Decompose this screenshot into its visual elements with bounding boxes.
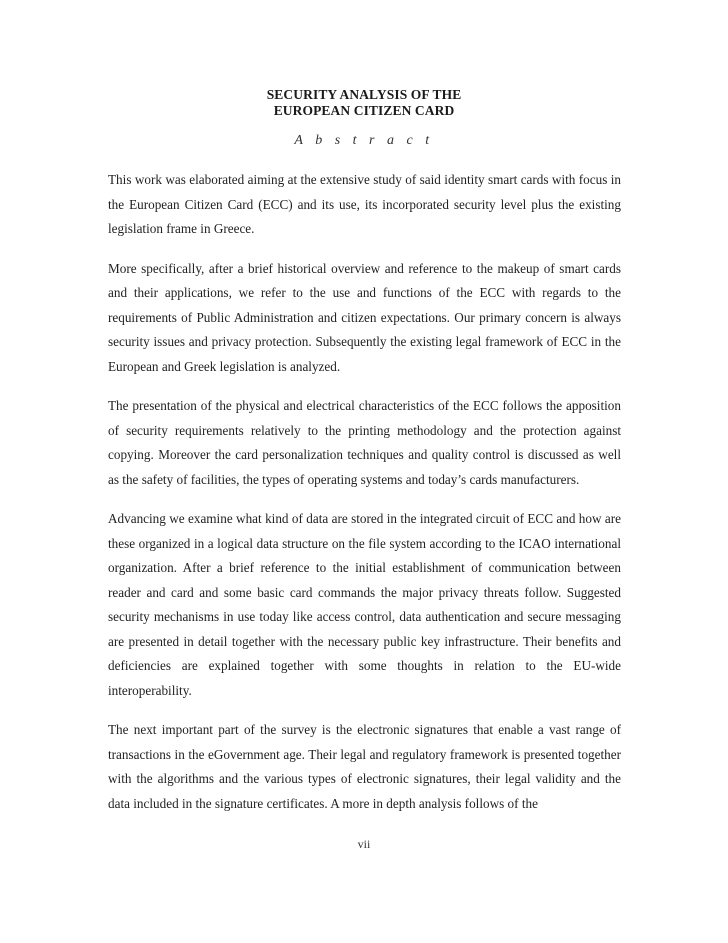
title-line-1: SECURITY ANALYSIS OF THE <box>266 87 462 102</box>
paragraph-5: The next important part of the survey is the electronic signatures that enable a vast range of transactions in the eGovernment age. Their legal and regulatory framework is presented together with the algorithms and the various types of electronic signatures, their legal validity and the data included in the signature certificates. A more in depth analysis follows of the <box>108 722 621 811</box>
title-line-2: EUROPEAN CITIZEN CARD <box>273 103 455 118</box>
abstract-heading: A b s t r a c t <box>294 133 434 148</box>
paragraph-1: This work was elaborated aiming at the extensive study of said identity smart cards with focus in the European Citizen Card (ECC) and its use, its incorporated security level plus the existing legislation frame in Greece. <box>108 172 621 236</box>
page-number: vii <box>357 837 371 851</box>
paragraph-2: More specifically, after a brief historical overview and reference to the makeup of smart cards and their applications, we refer to the use and functions of the ECC with regards to the requirements of Public Administration and citizen expectations. Our primary concern is always security issues and privacy protection. Subsequently the existing legal framework of ECC in the European and Greek legislation is analyzed. <box>108 260 621 374</box>
document-title <box>0 87 728 119</box>
paragraph-3: The presentation of the physical and electrical characteristics of the ECC follows the apposition of security requirements relatively to the printing methodology and the protection against copying. Moreover the card personalization techniques and quality control is discussed as well as the safety of facilities, the types of operating systems and today’s cards manufacturers. <box>108 398 621 487</box>
abstract-body <box>108 168 621 831</box>
paragraph-4: Advancing we examine what kind of data are stored in the integrated circuit of ECC and how are these organized in a logical data structure on the file system according to the ICAO international organization. After a brief reference to the initial establishment of communication between reader and card and some basic card commands the major privacy threats follow. Suggested security mechanisms in use today like access control, data authentication and secure messaging are presented in detail together with the necessary public key infrastructure. Their benefits and deficiencies are explained together with some thoughts in relation to the EU-wide interoperability. <box>108 511 621 698</box>
